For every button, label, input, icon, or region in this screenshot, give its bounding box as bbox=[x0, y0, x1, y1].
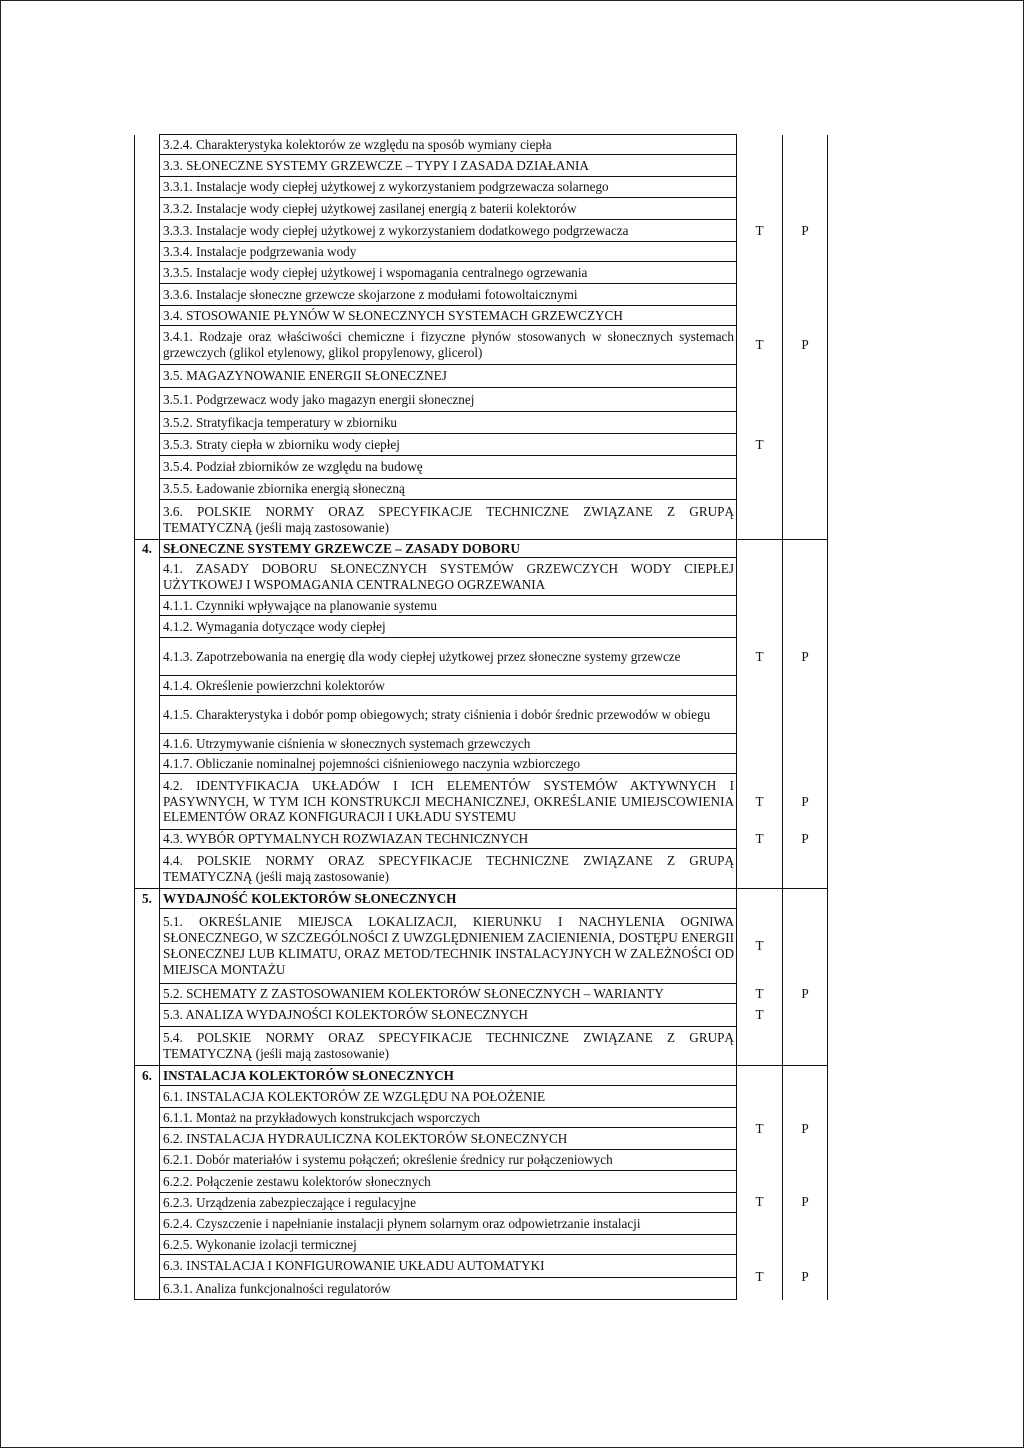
mark-p bbox=[783, 849, 828, 889]
topic-text: 4.1.5. Charakterystyka i dobór pomp obiegowych; straty ciśnienia i dobór średnic przewodów w obiegu bbox=[160, 696, 737, 734]
curriculum-table bbox=[134, 134, 828, 1300]
section-number bbox=[135, 326, 160, 365]
mark-p bbox=[783, 434, 828, 456]
section-number bbox=[135, 1108, 160, 1128]
topic-text: 4.1.1. Czynniki wpływające na planowanie systemu bbox=[160, 596, 737, 616]
topic-text: 6.1.1. Montaż na przykładowych konstrukcjach wsporczych bbox=[160, 1108, 737, 1128]
section-number bbox=[135, 456, 160, 479]
section-number bbox=[135, 754, 160, 774]
mark-t: T bbox=[737, 638, 783, 676]
mark-t bbox=[737, 849, 783, 889]
mark-p bbox=[783, 198, 828, 220]
section-number bbox=[135, 500, 160, 540]
table-row bbox=[135, 500, 828, 540]
mark-p bbox=[783, 388, 828, 412]
topic-text: 6.2.2. Połączenie zestawu kolektorów słonecznych bbox=[160, 1171, 737, 1193]
mark-t bbox=[737, 155, 783, 177]
mark-t bbox=[737, 262, 783, 284]
mark-t: T bbox=[737, 326, 783, 365]
table-row bbox=[135, 412, 828, 434]
topic-text: 3.5. MAGAZYNOWANIE ENERGII SŁONECZNEJ bbox=[160, 365, 737, 388]
section-number: 5. bbox=[135, 889, 160, 909]
topic-text: 6.1. INSTALACJA KOLEKTORÓW ZE WZGLĘDU NA POŁOŻENIE bbox=[160, 1086, 737, 1108]
mark-p: P bbox=[783, 638, 828, 676]
topic-text: 5.2. SCHEMATY Z ZASTOSOWANIEM KOLEKTORÓW SŁONECZNYCH – WARIANTY bbox=[160, 984, 737, 1004]
table-row bbox=[135, 198, 828, 220]
table-row bbox=[135, 774, 828, 830]
table-row bbox=[135, 306, 828, 326]
mark-p bbox=[783, 734, 828, 754]
mark-p bbox=[783, 155, 828, 177]
topic-text: 4.3. WYBÓR OPTYMALNYCH ROZWIAZAN TECHNICZNYCH bbox=[160, 830, 737, 849]
mark-p bbox=[783, 1066, 828, 1086]
topic-text: 6.2.3. Urządzenia zabezpieczające i regulacyjne bbox=[160, 1193, 737, 1213]
topic-text: 4.1.6. Utrzymywanie ciśnienia w słonecznych systemach grzewczych bbox=[160, 734, 737, 754]
table-row bbox=[135, 754, 828, 774]
mark-p bbox=[783, 889, 828, 909]
topic-text: 3.3.2. Instalacje wody ciepłej użytkowej zasilanej energią z baterii kolektorów bbox=[160, 198, 737, 220]
mark-t bbox=[737, 479, 783, 500]
section-number bbox=[135, 849, 160, 889]
topic-text: 3.5.1. Podgrzewacz wody jako magazyn energii słonecznej bbox=[160, 388, 737, 412]
mark-t bbox=[737, 540, 783, 558]
topic-text: 4.1.7. Obliczanie nominalnej pojemności ciśnieniowego naczynia wzbiorczego bbox=[160, 754, 737, 774]
mark-p bbox=[783, 1086, 828, 1108]
section-row bbox=[135, 540, 828, 558]
section-number bbox=[135, 365, 160, 388]
section-number bbox=[135, 676, 160, 696]
mark-t bbox=[737, 284, 783, 306]
section-number bbox=[135, 135, 160, 155]
section-number bbox=[135, 412, 160, 434]
section-number bbox=[135, 1004, 160, 1027]
table-row bbox=[135, 1108, 828, 1128]
table-row bbox=[135, 1278, 828, 1300]
section-number bbox=[135, 1150, 160, 1171]
topic-text: 3.5.4. Podział zbiorników ze względu na budowę bbox=[160, 456, 737, 479]
table-row bbox=[135, 388, 828, 412]
mark-t: T bbox=[737, 909, 783, 984]
table-row bbox=[135, 734, 828, 754]
section-number bbox=[135, 1171, 160, 1193]
mark-t bbox=[737, 456, 783, 479]
table-row bbox=[135, 479, 828, 500]
mark-t: T bbox=[737, 984, 783, 1004]
mark-t: T bbox=[737, 434, 783, 456]
mark-p bbox=[783, 909, 828, 984]
mark-p bbox=[783, 306, 828, 326]
section-number bbox=[135, 596, 160, 616]
mark-t: T bbox=[737, 220, 783, 242]
mark-p: P bbox=[783, 1108, 828, 1150]
mark-p: P bbox=[783, 1255, 828, 1300]
section-number bbox=[135, 155, 160, 177]
topic-text: 3.3.6. Instalacje słoneczne grzewcze skojarzone z modułami fotowoltaicznymi bbox=[160, 284, 737, 306]
mark-t bbox=[737, 1066, 783, 1086]
topic-text: 3.3. SŁONECZNE SYSTEMY GRZEWCZE – TYPY I ZASADA DZIAŁANIA bbox=[160, 155, 737, 177]
mark-p bbox=[783, 500, 828, 540]
mark-p bbox=[783, 616, 828, 638]
topic-text: 6.2. INSTALACJA HYDRAULICZNA KOLEKTORÓW SŁONECZNYCH bbox=[160, 1128, 737, 1150]
mark-p bbox=[783, 596, 828, 616]
mark-p: P bbox=[783, 220, 828, 242]
mark-p bbox=[783, 262, 828, 284]
topic-text: 3.3.4. Instalacje podgrzewania wody bbox=[160, 242, 737, 262]
mark-t bbox=[737, 1086, 783, 1108]
table-row bbox=[135, 242, 828, 262]
section-number: 6. bbox=[135, 1066, 160, 1086]
section-number bbox=[135, 734, 160, 754]
section-number bbox=[135, 434, 160, 456]
topic-text: 4.1.3. Zapotrzebowania na energię dla wody ciepłej użytkowej przez słoneczne systemy grzewcze bbox=[160, 638, 737, 676]
table-row bbox=[135, 155, 828, 177]
topic-text: 3.3.5. Instalacje wody ciepłej użytkowej i wspomagania centralnego ogrzewania bbox=[160, 262, 737, 284]
topic-text: 3.6. POLSKIE NORMY ORAZ SPECYFIKACJE TECHNICZNE ZWIĄZANE Z GRUPĄ TEMATYCZNĄ (jeśli mają zastosowanie) bbox=[160, 500, 737, 540]
section-number bbox=[135, 262, 160, 284]
table-row bbox=[135, 135, 828, 155]
mark-t: T bbox=[737, 774, 783, 830]
mark-t bbox=[737, 676, 783, 696]
section-row bbox=[135, 1066, 828, 1086]
mark-p bbox=[783, 242, 828, 262]
mark-t bbox=[737, 306, 783, 326]
mark-t bbox=[737, 734, 783, 754]
topic-text: 3.5.5. Ładowanie zbiornika energią słoneczną bbox=[160, 479, 737, 500]
topic-text: 4.1.4. Określenie powierzchni kolektorów bbox=[160, 676, 737, 696]
section-number bbox=[135, 1213, 160, 1235]
topic-text: 3.5.3. Straty ciepła w zbiorniku wody ciepłej bbox=[160, 434, 737, 456]
topic-text: 6.3. INSTALACJA I KONFIGUROWANIE UKŁADU AUTOMATYKI bbox=[160, 1255, 737, 1278]
mark-t bbox=[737, 365, 783, 388]
mark-t: T bbox=[737, 830, 783, 849]
mark-t bbox=[737, 198, 783, 220]
mark-p bbox=[783, 479, 828, 500]
mark-p bbox=[783, 696, 828, 734]
section-number bbox=[135, 696, 160, 734]
section-number bbox=[135, 220, 160, 242]
mark-p: P bbox=[783, 984, 828, 1004]
table-row bbox=[135, 1150, 828, 1171]
mark-t bbox=[737, 177, 783, 198]
topic-text: 3.2.4. Charakterystyka kolektorów ze względu na sposób wymiany ciepła bbox=[160, 135, 737, 155]
mark-p bbox=[783, 1027, 828, 1066]
mark-t bbox=[737, 696, 783, 734]
section-number bbox=[135, 479, 160, 500]
topic-text: 3.3.1. Instalacje wody ciepłej użytkowej z wykorzystaniem podgrzewacza solarnego bbox=[160, 177, 737, 198]
table-row bbox=[135, 1027, 828, 1066]
mark-t bbox=[737, 596, 783, 616]
topic-text: 3.4.1. Rodzaje oraz właściwości chemiczne i fizyczne płynów stosowanych w słonecznych systemach grzewczych (glikol etylenowy, glikol propylenowy, glicerol) bbox=[160, 326, 737, 365]
topic-text: 6.2.4. Czyszczenie i napełnianie instalacji płynem solarnym oraz odpowietrzanie instalacji bbox=[160, 1213, 737, 1235]
table-row bbox=[135, 596, 828, 616]
topic-text: 3.5.2. Stratyfikacja temperatury w zbiorniku bbox=[160, 412, 737, 434]
mark-t bbox=[737, 616, 783, 638]
section-number: 4. bbox=[135, 540, 160, 558]
section-number bbox=[135, 1193, 160, 1213]
section-number bbox=[135, 284, 160, 306]
mark-p bbox=[783, 365, 828, 388]
mark-t: T bbox=[737, 1255, 783, 1300]
table-row bbox=[135, 909, 828, 984]
mark-t bbox=[737, 1027, 783, 1066]
mark-p bbox=[783, 540, 828, 558]
topic-text: 6.2.1. Dobór materiałów i systemu połączeń; określenie średnicy rur połączeniowych bbox=[160, 1150, 737, 1171]
table-row bbox=[135, 1128, 828, 1150]
section-number bbox=[135, 830, 160, 849]
mark-t bbox=[737, 754, 783, 774]
table-row bbox=[135, 220, 828, 242]
table-row bbox=[135, 1004, 828, 1027]
table-row bbox=[135, 1171, 828, 1193]
section-number bbox=[135, 616, 160, 638]
table-row bbox=[135, 638, 828, 676]
topic-text: 5.4. POLSKIE NORMY ORAZ SPECYFIKACJE TECHNICZNE ZWIĄZANE Z GRUPĄ TEMATYCZNĄ (jeśli mają zastosowanie) bbox=[160, 1027, 737, 1066]
section-number bbox=[135, 306, 160, 326]
mark-t bbox=[737, 135, 783, 155]
topic-text: 5.1. OKREŚLANIE MIEJSCA LOKALIZACJI, KIERUNKU I NACHYLENIA OGNIWA SŁONECZNEGO, W SZCZEGÓLNOŚCI Z UWZGLĘDNIENIEM ZACIENIENIA, DOSTĘPU ENERGII SŁONECZNEJ LUB KLIMATU, ORAZ METOD/TECHNIK INSTALACYJNYCH W ZALEŻNOŚCI OD MIEJSCA MONTAŻU bbox=[160, 909, 737, 984]
section-number bbox=[135, 1278, 160, 1300]
table-row bbox=[135, 262, 828, 284]
table-row bbox=[135, 616, 828, 638]
section-number bbox=[135, 774, 160, 830]
mark-p: P bbox=[783, 1150, 828, 1255]
section-number bbox=[135, 388, 160, 412]
section-number bbox=[135, 1235, 160, 1255]
section-number bbox=[135, 177, 160, 198]
topic-text: 4.4. POLSKIE NORMY ORAZ SPECYFIKACJE TECHNICZNE ZWIĄZANE Z GRUPĄ TEMATYCZNĄ (jeśli mają zastosowanie) bbox=[160, 849, 737, 889]
section-number bbox=[135, 1255, 160, 1278]
topic-text: 4.1.2. Wymagania dotyczące wody ciepłej bbox=[160, 616, 737, 638]
topic-text: 4.2. IDENTYFIKACJA UKŁADÓW I ICH ELEMENTÓW SYSTEMÓW AKTYWNYCH I PASYWNYCH, W TYM ICH KONSTRUKCJI MECHANICZNEJ, OKREŚLANIE UMIEJSCOWIENIA ELEMENTÓW ORAZ KONFIGURACJI I UKŁADU SYSTEMU bbox=[160, 774, 737, 830]
section-number bbox=[135, 1086, 160, 1108]
table-row bbox=[135, 558, 828, 596]
table-row bbox=[135, 849, 828, 889]
mark-p bbox=[783, 135, 828, 155]
section-title: WYDAJNOŚĆ KOLEKTORÓW SŁONECZNYCH bbox=[160, 889, 737, 909]
section-number bbox=[135, 242, 160, 262]
topic-text: 6.3.1. Analiza funkcjonalności regulatorów bbox=[160, 1278, 737, 1300]
topic-text: 5.3. ANALIZA WYDAJNOŚCI KOLEKTORÓW SŁONECZNYCH bbox=[160, 1004, 737, 1027]
section-number bbox=[135, 909, 160, 984]
mark-p bbox=[783, 558, 828, 596]
section-number bbox=[135, 984, 160, 1004]
section-number bbox=[135, 558, 160, 596]
section-title: INSTALACJA KOLEKTORÓW SŁONECZNYCH bbox=[160, 1066, 737, 1086]
table-row bbox=[135, 365, 828, 388]
mark-p bbox=[783, 676, 828, 696]
section-number bbox=[135, 1027, 160, 1066]
table-row bbox=[135, 456, 828, 479]
table-row bbox=[135, 676, 828, 696]
section-number bbox=[135, 638, 160, 676]
table-row bbox=[135, 1235, 828, 1255]
table-row bbox=[135, 1213, 828, 1235]
topic-text: 3.4. STOSOWANIE PŁYNÓW W SŁONECZNYCH SYSTEMACH GRZEWCZYCH bbox=[160, 306, 737, 326]
mark-p bbox=[783, 284, 828, 306]
mark-p: P bbox=[783, 830, 828, 849]
mark-t bbox=[737, 242, 783, 262]
table-body bbox=[135, 135, 828, 1300]
topic-text: 3.3.3. Instalacje wody ciepłej użytkowej z wykorzystaniem dodatkowego podgrzewacza bbox=[160, 220, 737, 242]
section-number bbox=[135, 198, 160, 220]
mark-p bbox=[783, 177, 828, 198]
section-title: SŁONECZNE SYSTEMY GRZEWCZE – ZASADY DOBORU bbox=[160, 540, 737, 558]
table-row bbox=[135, 284, 828, 306]
mark-t: T bbox=[737, 1108, 783, 1150]
mark-p: P bbox=[783, 326, 828, 365]
mark-p bbox=[783, 456, 828, 479]
table-row bbox=[135, 434, 828, 456]
table-row bbox=[135, 326, 828, 365]
mark-t bbox=[737, 412, 783, 434]
table-row bbox=[135, 177, 828, 198]
mark-t bbox=[737, 889, 783, 909]
mark-t bbox=[737, 388, 783, 412]
mark-p: P bbox=[783, 774, 828, 830]
table-row bbox=[135, 830, 828, 849]
mark-p bbox=[783, 1004, 828, 1027]
mark-t: T bbox=[737, 1004, 783, 1027]
topic-text: 6.2.5. Wykonanie izolacji termicznej bbox=[160, 1235, 737, 1255]
table-row bbox=[135, 1255, 828, 1278]
mark-t bbox=[737, 558, 783, 596]
mark-t bbox=[737, 500, 783, 540]
mark-p bbox=[783, 754, 828, 774]
table-row bbox=[135, 984, 828, 1004]
mark-t: T bbox=[737, 1150, 783, 1255]
table-row bbox=[135, 1086, 828, 1108]
table-row bbox=[135, 696, 828, 734]
section-number bbox=[135, 1128, 160, 1150]
mark-p bbox=[783, 412, 828, 434]
topic-text: 4.1. ZASADY DOBORU SŁONECZNYCH SYSTEMÓW GRZEWCZYCH WODY CIEPŁEJ UŻYTKOWEJ I WSPOMAGANIA CENTRALNEGO OGRZEWANIA bbox=[160, 558, 737, 596]
section-row bbox=[135, 889, 828, 909]
table-row bbox=[135, 1193, 828, 1213]
